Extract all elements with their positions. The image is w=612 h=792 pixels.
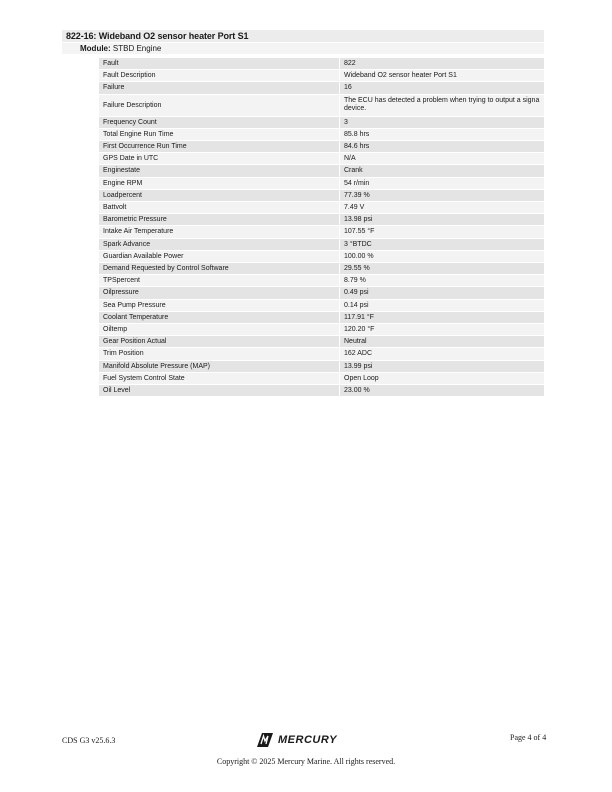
table-row — [99, 140, 544, 152]
row-key: GPS Date in UTC — [99, 153, 340, 164]
row-value: 84.6 hrs — [340, 141, 544, 152]
table-row — [99, 152, 544, 164]
table-row — [99, 274, 544, 286]
table-row — [99, 189, 544, 201]
row-key: Guardian Available Power — [99, 251, 340, 262]
row-value: 117.91 °F — [340, 312, 544, 323]
table-row — [99, 201, 544, 213]
row-value: 13.98 psi — [340, 214, 544, 225]
mercury-emblem-icon — [255, 732, 275, 748]
row-key: TPSpercent — [99, 275, 340, 286]
module-value: STBD Engine — [112, 44, 162, 53]
table-row — [99, 250, 544, 262]
row-key: Battvolt — [99, 202, 340, 213]
table-row — [99, 384, 544, 396]
row-key: Fuel System Control State — [99, 373, 340, 384]
row-key: Sea Pump Pressure — [99, 300, 340, 311]
table-row — [99, 57, 544, 69]
row-value: 85.8 hrs — [340, 129, 544, 140]
row-value: Neutral — [340, 336, 544, 347]
row-value: 100.00 % — [340, 251, 544, 262]
table-row — [99, 81, 544, 93]
row-key: Spark Advance — [99, 239, 340, 250]
table-row — [99, 238, 544, 250]
row-key: Coolant Temperature — [99, 312, 340, 323]
row-value: 0.14 psi — [340, 300, 544, 311]
row-value: 54 r/min — [340, 178, 544, 189]
row-value: 13.99 psi — [340, 361, 544, 372]
table-row — [99, 128, 544, 140]
row-value: 8.79 % — [340, 275, 544, 286]
row-key: Oilpressure — [99, 287, 340, 298]
row-key: Loadpercent — [99, 190, 340, 201]
row-value: 162 ADC — [340, 348, 544, 359]
row-value: 0.49 psi — [340, 287, 544, 298]
row-key: Failure — [99, 82, 340, 93]
table-row — [99, 213, 544, 225]
table-row — [99, 94, 544, 116]
mercury-logo — [255, 732, 337, 748]
row-value: 120.20 °F — [340, 324, 544, 335]
row-key: Gear Position Actual — [99, 336, 340, 347]
table-row — [99, 164, 544, 176]
software-version: CDS G3 v25.6.3 — [62, 736, 116, 745]
row-key: Failure Description — [99, 95, 340, 116]
row-key: Oiltemp — [99, 324, 340, 335]
fault-title: 822-16: Wideband O2 sensor heater Port S1 — [66, 31, 249, 41]
row-value: N/A — [340, 153, 544, 164]
row-key: Intake Air Temperature — [99, 226, 340, 237]
copyright-notice: Copyright © 2025 Mercury Marine. All rights reserved. — [216, 757, 396, 766]
table-row — [99, 286, 544, 298]
row-key: Engine RPM — [99, 178, 340, 189]
row-key: Total Engine Run Time — [99, 129, 340, 140]
row-key: Trim Position — [99, 348, 340, 359]
row-value: Open Loop — [340, 373, 544, 384]
row-value: 3 — [340, 117, 544, 128]
row-value: 29.55 % — [340, 263, 544, 274]
brand-name: MERCURY — [278, 734, 337, 746]
table-row — [99, 323, 544, 335]
row-value: Wideband O2 sensor heater Port S1 — [340, 70, 544, 81]
table-row — [99, 335, 544, 347]
row-key: Oil Level — [99, 385, 340, 396]
page-number: Page 4 of 4 — [510, 733, 547, 742]
table-row — [99, 225, 544, 237]
row-key: Enginestate — [99, 165, 340, 176]
table-row — [99, 262, 544, 274]
row-value: Crank — [340, 165, 544, 176]
row-key: Frequency Count — [99, 117, 340, 128]
module-label: Module: — [80, 44, 111, 53]
row-key: Fault Description — [99, 70, 340, 81]
row-value: The ECU has detected a problem when trying to output a signa device. — [340, 95, 544, 116]
row-value: 16 — [340, 82, 544, 93]
row-key: Demand Requested by Control Software — [99, 263, 340, 274]
table-row — [99, 360, 544, 372]
table-row — [99, 347, 544, 359]
table-row — [99, 116, 544, 128]
table-row — [99, 372, 544, 384]
table-row — [99, 299, 544, 311]
row-key: First Occurrence Run Time — [99, 141, 340, 152]
row-value: 822 — [340, 58, 544, 69]
fault-detail-table — [99, 57, 544, 396]
row-key: Fault — [99, 58, 340, 69]
row-value: 3 °BTDC — [340, 239, 544, 250]
table-row — [99, 311, 544, 323]
row-key: Manifold Absolute Pressure (MAP) — [99, 361, 340, 372]
table-row — [99, 69, 544, 81]
table-row — [99, 177, 544, 189]
row-key: Barometric Pressure — [99, 214, 340, 225]
row-value: 107.55 °F — [340, 226, 544, 237]
row-value: 7.49 V — [340, 202, 544, 213]
module-line — [80, 44, 161, 53]
row-value: 23.00 % — [340, 385, 544, 396]
row-value: 77.39 % — [340, 190, 544, 201]
